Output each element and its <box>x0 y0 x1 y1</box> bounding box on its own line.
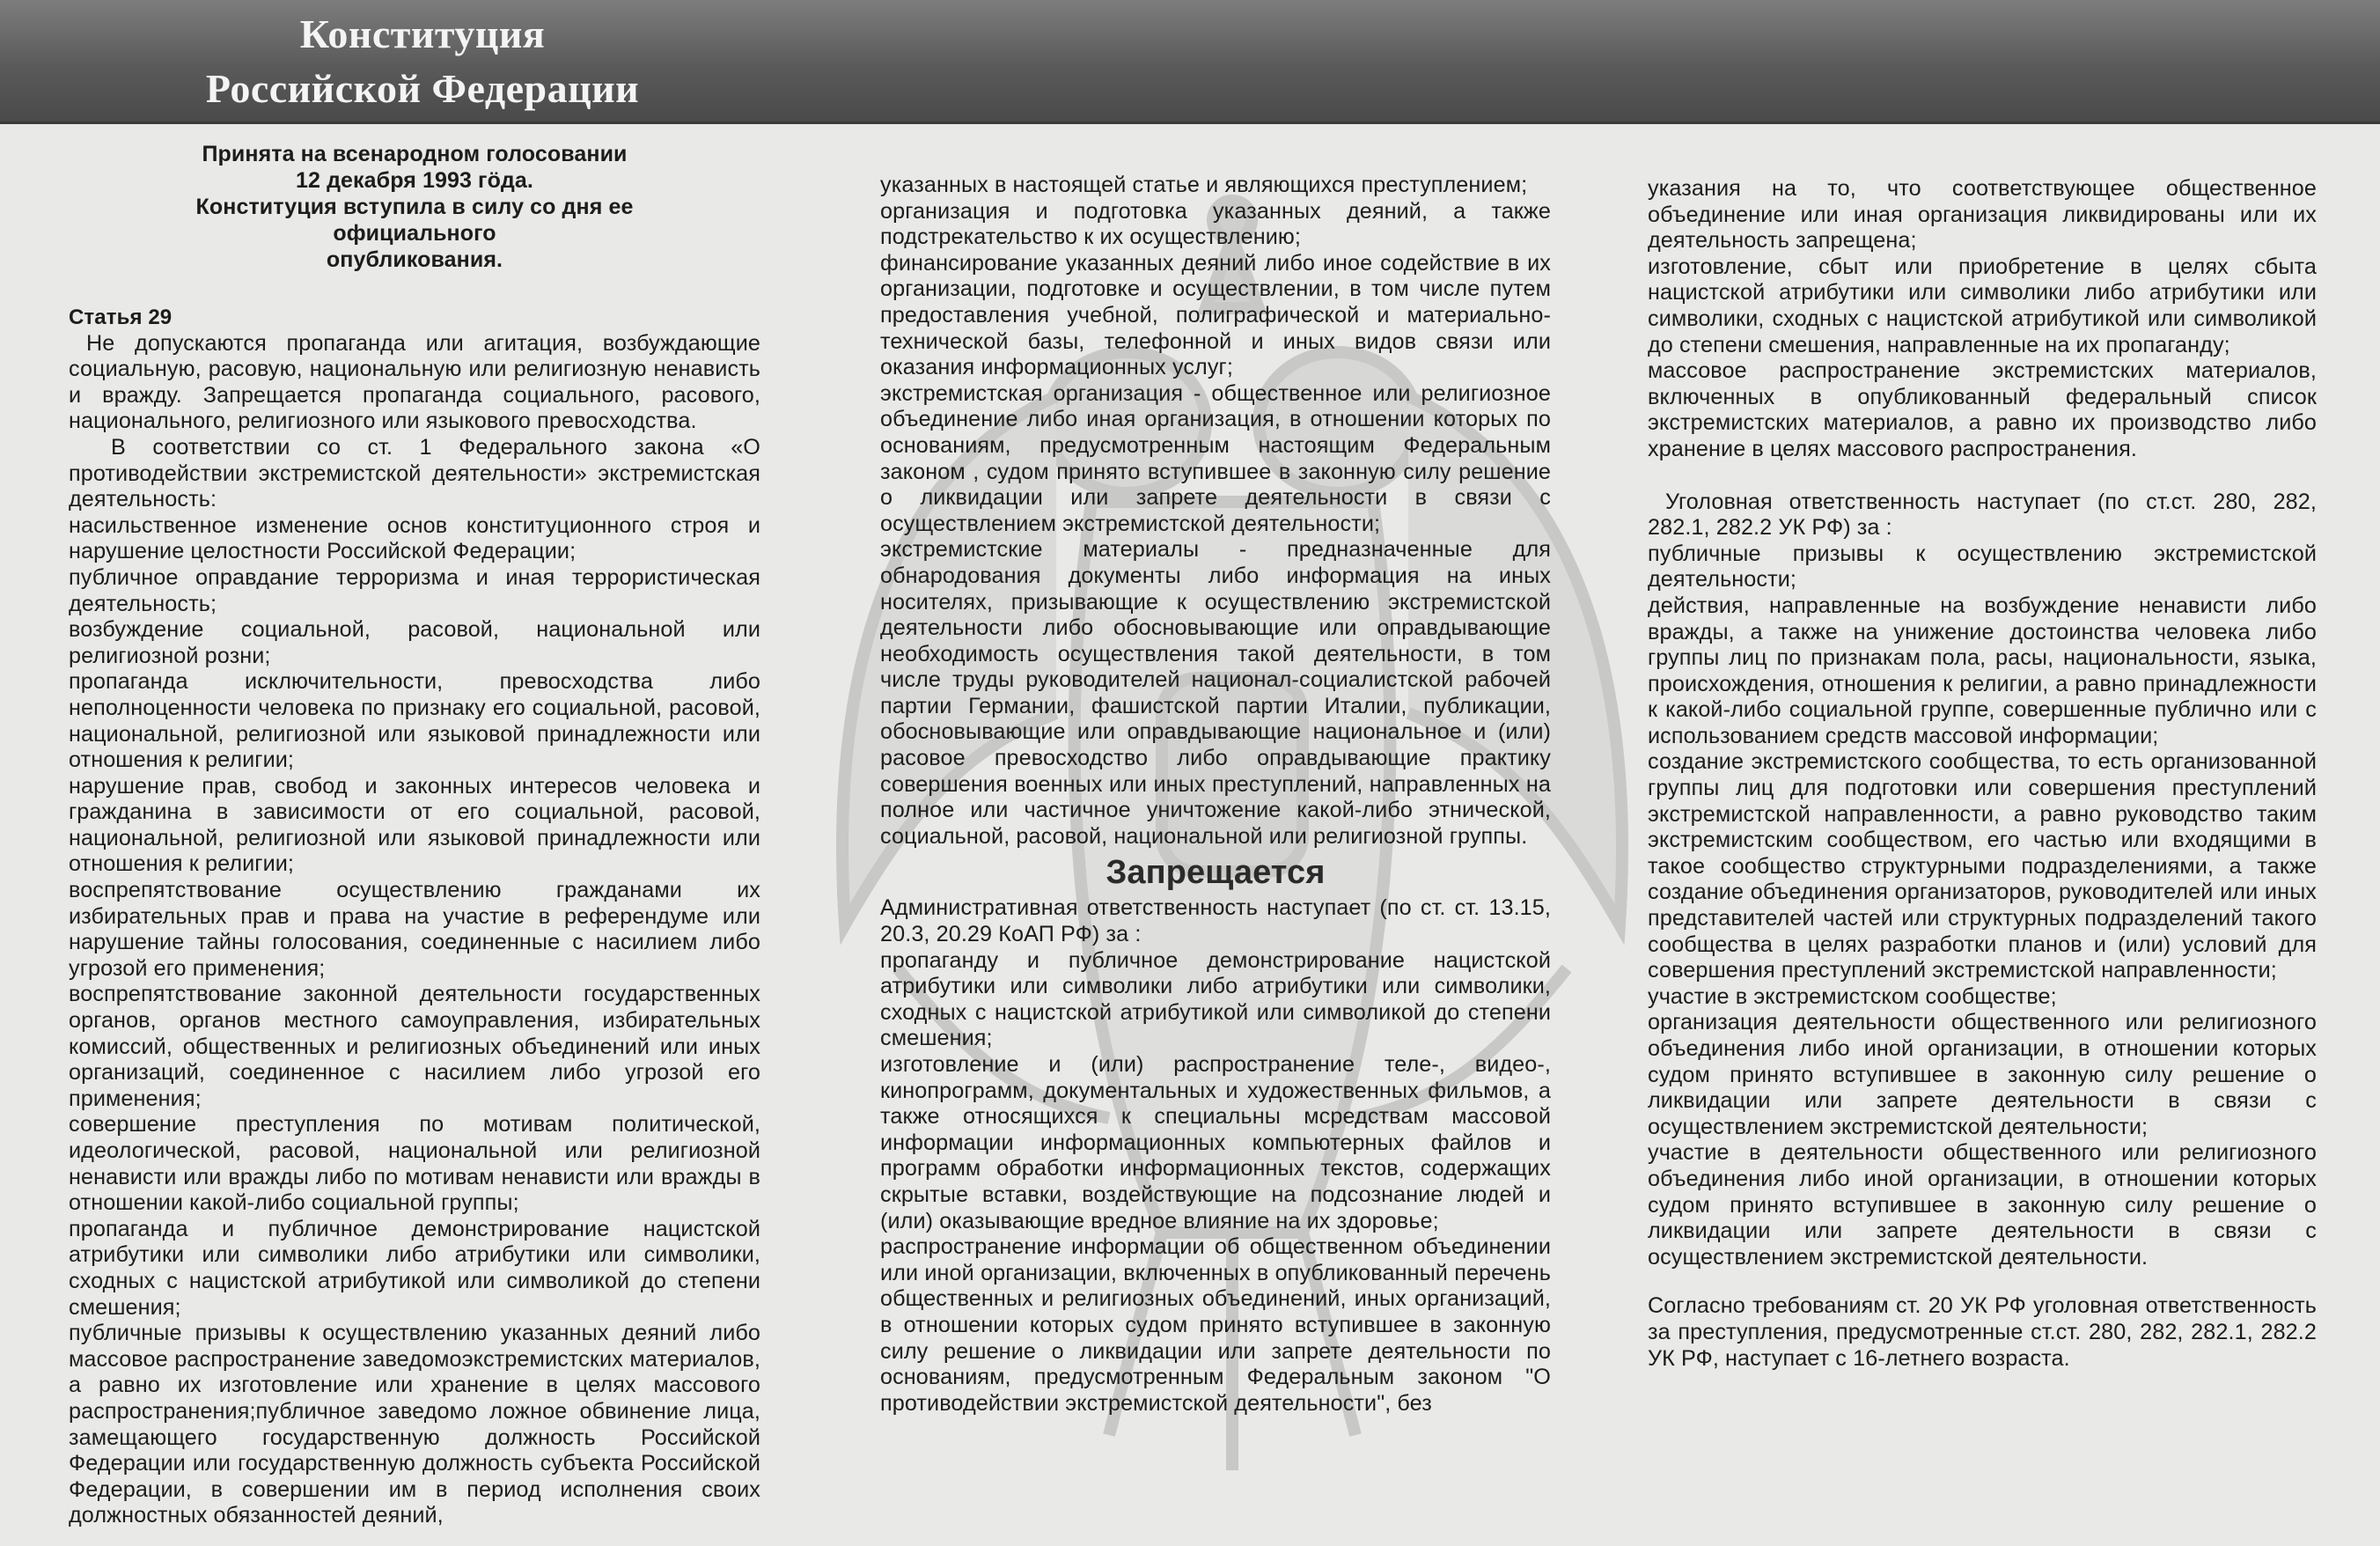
list-item: участие в деятельности общественного или религиозного объединения либо иной организации, в отношении которых судом принято вступившее в законную силу решение о ликвидации или запрете деятельности в связи с осуществлением экстремистской деятельности. <box>1648 1140 2317 1270</box>
list-item: пропаганда исключительности, превосходства либо неполноценности человека по признаку его социальной, расовой, национальной, религиозной или языковой принадлежности или отношения к религии; <box>69 669 760 773</box>
column-1 <box>69 141 760 1529</box>
spacer <box>1648 1270 2317 1293</box>
list-item: создание экстремистского сообщества, то есть организованной группы лиц для подготовки или совершения преступлений экстремистской направленности, а равно руководство таким экстремистским сообществом, его частью или входящими в такое сообщество структурными подразделениями, а также создание объединения организаторов, руководителей или иных представителей частей или структурных подразделений такого сообщества в целях разработки планов и (или) условий для совершения преступлений экстремистской направленности; <box>1648 749 2317 983</box>
paragraph: Не допускаются пропаганда или агитация, возбуждающие социальную, расовую, национальную или религиозную ненависть и вражду. Запрещается пропаганда социального, расового, национального, религиозного или языкового превосходства. <box>69 330 760 434</box>
column-3 <box>1648 176 2317 1372</box>
list-item: экстремистская организация - общественное или религиозное объединение либо иная организация, в отношении которых по основаниям, предусмотренным настоящим Федеральным законом , судом принято вступившее в законную силу решение о ликвидации или запрете деятельности в связи с осуществлением экстремистской деятельности; <box>880 380 1551 536</box>
list-item: финансирование указанных деяний либо иное содействие в их организации, подготовке и осуществлении, в том числе путем предоставления учебной, полиграфической и материально-технической базы, телефонной и иных видов связи или оказания информационных услуг; <box>880 250 1551 380</box>
intro-line-1: Принята на всенародном голосовании <box>202 142 628 166</box>
title-line-2: Российской Федерации <box>205 66 640 111</box>
list-item: пропаганду и публичное демонстрирование нацистской атрибутики или символики либо атрибутики или символики, сходных с нацистской атрибутикой или символикой до степени смешения; <box>880 947 1551 1051</box>
paragraph: Согласно требованиям ст. 20 УК РФ уголовная ответственность за преступления, предусмотренные ст.ст. 280, 282, 282.1, 282.2 УК РФ, наступает с 16-летнего возраста. <box>1648 1293 2317 1371</box>
adoption-note <box>69 141 760 273</box>
list-item: указанных в настоящей статье и являющихся преступлением; <box>880 173 1528 197</box>
list-item: публичные призывы к осуществлению экстремистской деятельности; <box>1648 541 2317 593</box>
list-item: действия, направленные на возбуждение ненависти либо вражды, а также на унижение достоинства человека либо группы лиц по признакам пола, расы, национальности, языка, происхождения, отношения к религии, а равно принадлежности к какой-либо социальной группе, совершенные публично или с использованием средств массовой информации; <box>1648 593 2317 748</box>
list-item: организация и подготовка указанных деяний, а также подстрекательство к их осуществлению; <box>880 198 1551 250</box>
list-item: публичное оправдание терроризма и иная террористическая деятельность; <box>69 564 760 616</box>
list-item: возбуждение социальной, расовой, национальной или религиозной розни; <box>69 617 760 668</box>
paragraph: В соответствии со ст. 1 Федерального закона «О противодействии экстремистской деятельности» экстремистская деятельность: <box>69 434 760 512</box>
intro-line-4: опубликования. <box>326 247 503 272</box>
list-item: распространение информации об общественном объединении или иной организации, включенных в опубликованный перечень общественных и религиозных объединений, иных организаций, в отношении которых судом принято вступившее в законную силу решение о ликвидации или запрете деятельности по основаниям, предусмотренным Федеральным законом "О противодействии экстремистской деятельности", без <box>880 1234 1551 1416</box>
list-item: экстремистские материалы - предназначенные для обнародования документы либо информация на иных носителях, призывающие к осуществлению экстремистской деятельности либо обосновывающие или оправдывающие необходимость осуществления такой деятельности, в том числе труды руководителей национал-социалистской рабочей партии Германии, фашистской партии Италии, публикации, обосновывающие или оправдывающие национальное и (или) расовое превосходство либо оправдывающие практику совершения военных или иных преступлений, направленных на полное или частичное уничтожение какой-либо этнической, социальной, расовой, национальной или религиозной группы. <box>880 537 1551 849</box>
intro-line-3: Конституция вступила в силу со дня ее официального <box>195 195 634 246</box>
intro-line-2: 12 декабря 1993 гöда. <box>296 168 533 193</box>
header-banner <box>0 0 2380 124</box>
list-item: участие в экстремистском сообществе; <box>1648 983 2057 1009</box>
column-2 <box>880 173 1551 1417</box>
list-item: изготовление и (или) распространение теле-, видео-, кинопрограмм, документальных и художественных фильмов, а также относящихся к специальны мсредствам массовой информации информационных компьютерных файлов и программ обработки информационных текстов, содержащих скрытые вставки, воздействующие на подсознание людей и (или) оказывающие вредное влияние на их здоровье; <box>880 1052 1551 1233</box>
list-item: изготовление, сбыт или приобретение в целях сбыта нацистской атрибутики или символики либо атрибутики или символики, сходных с нацистской атрибутикой или символикой до степени смешения, направленные на их пропаганду; <box>1648 254 2317 357</box>
paragraph: Уголовная ответственность наступает (по ст.ст. 280, 282, 282.1, 282.2 УК РФ) за : <box>1648 489 2317 541</box>
document-title <box>176 7 669 116</box>
list-item: указания на то, что соответствующее общественное объединение или иная организация ликвидированы или их деятельность запрещена; <box>1648 176 2317 254</box>
list-item: насильственное изменение основ конституционного строя и нарушение целостности Российской Федерации; <box>69 512 760 564</box>
title-line-1: Конституция <box>299 11 546 56</box>
paragraph: Административная ответственность наступает (по ст. ст. 13.15, 20.3, 20.29 КоАП РФ) за : <box>880 895 1551 947</box>
forbidden-heading: Запрещается <box>1106 854 1326 892</box>
list-item: публичные призывы к осуществлению указанных деяний либо массовое распространение заведомоэкстремистских материалов, а равно их изготовление или хранение в целях массового распространения;публичное заведомо ложное обвинение лица, замещающего государственную должность Российской Федерации или государственную должность субъекта Российской Федерации, в совершении им в период исполнения своих должностных обязанностей деяний, <box>69 1321 760 1528</box>
list-item: пропаганда и публичное демонстрирование нацистской атрибутики или символики либо атрибутики или символики, сходных с нацистской атрибутикой или символикой до степени смешения; <box>69 1216 760 1320</box>
spacer <box>1648 463 2317 490</box>
list-item: организация деятельности общественного или религиозного объединения либо иной организации, в отношении которых судом принято вступившее в законную силу решение о ликвидации или запрете деятельности в связи с осуществлением экстремистской деятельности; <box>1648 1010 2317 1139</box>
list-item: массовое распространение экстремистских материалов, включенных в опубликованный федеральный список экстремистских материалов, а равно их производство либо хранение в целях массового распространения. <box>1648 358 2317 461</box>
list-item: воспрепятствование осуществлению гражданами их избирательных прав и права на участие в референдуме или нарушение тайны голосования, соединенные с насилием либо угрозой его применения; <box>69 878 760 981</box>
list-item: нарушение прав, свобод и законных интересов человека и гражданина в зависимости от его социальной, расовой, национальной, религиозной или языковой принадлежности или отношения к религии; <box>69 773 760 877</box>
list-item: воспрепятствование законной деятельности государственных органов, органов местного самоуправления, избирательных комиссий, общественных и религиозных объединений или иных организаций, соединенное с насилием либо угрозой его применения; <box>69 982 760 1111</box>
list-item: совершение преступления по мотивам политической, идеологической, расовой, национальной или религиозной ненависти или вражды либо по мотивам ненависти или вражды в отношении какой-либо социальной группы; <box>69 1112 760 1216</box>
article-title: Статья 29 <box>69 306 173 329</box>
